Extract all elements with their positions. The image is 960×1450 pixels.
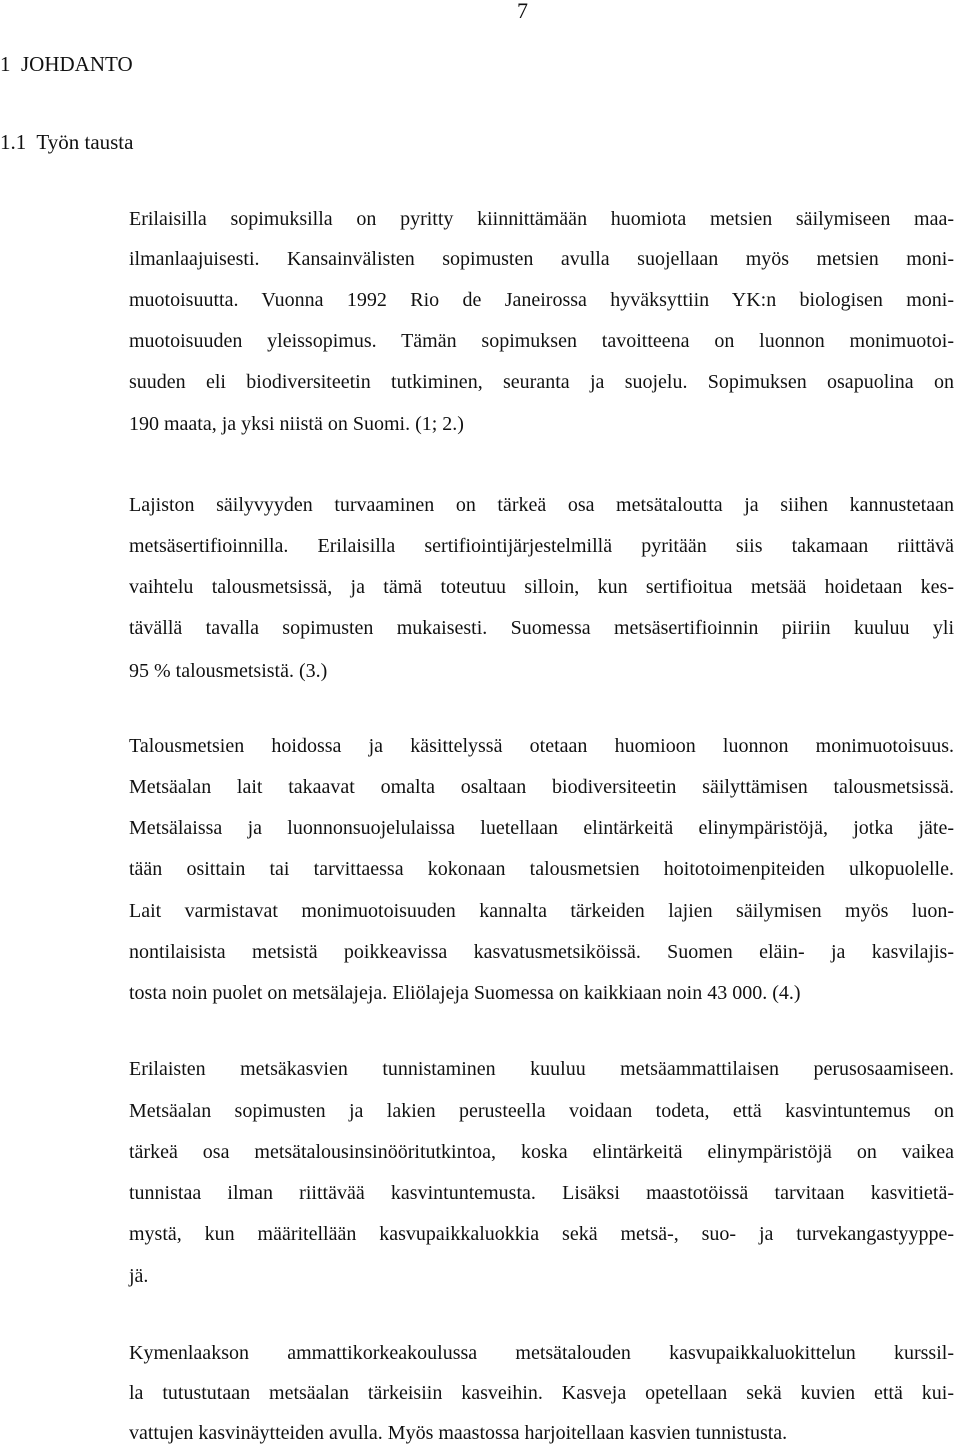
text-line: 95 % talousmetsistä. (3.) <box>129 660 328 682</box>
text-line: tään osittain tai tarvittaessa kokonaan talousmetsien hoitotoimenpiteiden ulkopuolelle. <box>129 858 954 880</box>
text-line: 190 maata, ja yksi niistä on Suomi. (1; 2.) <box>129 413 464 435</box>
section-heading: 1.1 Työn tausta <box>0 130 134 154</box>
page-number: 7 <box>517 0 528 23</box>
text-line: la tutustutaan metsäalan tärkeisiin kasveihin. Kasveja opetellaan sekä kuvien että kui- <box>129 1382 954 1404</box>
text-line: tärkeä osa metsätalousinsinööritutkintoa, koska elintärkeitä elinympäristöjä on vaikea <box>129 1141 954 1163</box>
text-line: ilmanlaajuisesti. Kansainvälisten sopimusten avulla suojellaan myös metsien moni- <box>129 248 954 270</box>
text-line: tävällä tavalla sopimusten mukaisesti. Suomessa metsäsertifioinnin piiriin kuuluu yli <box>129 617 954 639</box>
text-line: Kymenlaakson ammattikorkeakoulussa metsätalouden kasvupaikkaluokittelun kurssil- <box>129 1342 954 1364</box>
text-line: metsäsertifioinnilla. Erilaisilla sertifiointijärjestelmillä pyritään siis takamaan riittävä <box>129 535 954 557</box>
text-line: Metsäalan lait takaavat omalta osaltaan biodiversiteetin säilyttämisen talousmetsissä. <box>129 776 954 798</box>
text-line: Metsäalan sopimusten ja lakien perusteella voidaan todeta, että kasvintuntemus on <box>129 1100 954 1122</box>
text-line: nontilaisista metsistä poikkeavissa kasvatusmetsiköissä. Suomen eläin- ja kasvilajis- <box>129 941 954 963</box>
text-line: muotoisuuden yleissopimus. Tämän sopimuksen tavoitteena on luonnon monimuotoi- <box>129 330 954 352</box>
text-line: tosta noin puolet on metsälajeja. Eliölajeja Suomessa on kaikkiaan noin 43 000. (4.) <box>129 982 801 1004</box>
text-line: Metsälaissa ja luonnonsuojelulaissa luetellaan elintärkeitä elinympäristöjä, jotka jäte- <box>129 817 954 839</box>
text-line: vattujen kasvinäytteiden avulla. Myös maastossa harjoitellaan kasvien tunnistusta. <box>129 1422 788 1444</box>
text-line: suuden eli biodiversiteetin tutkiminen, seuranta ja suojelu. Sopimuksen osapuolina on <box>129 371 954 393</box>
text-line: Lajiston säilyvyyden turvaaminen on tärkeä osa metsätaloutta ja siihen kannustetaan <box>129 494 954 516</box>
text-line: jä. <box>129 1265 149 1287</box>
text-line: Talousmetsien hoidossa ja käsittelyssä otetaan huomioon luonnon monimuotoisuus. <box>129 735 954 757</box>
chapter-heading: 1 JOHDANTO <box>0 52 133 76</box>
text-line: muotoisuutta. Vuonna 1992 Rio de Janeirossa hyväksyttiin YK:n biologisen moni- <box>129 289 954 311</box>
text-line: Erilaisten metsäkasvien tunnistaminen kuuluu metsäammattilaisen perusosaamiseen. <box>129 1058 954 1080</box>
text-line: vaihtelu talousmetsissä, ja tämä toteutuu silloin, kun sertifioitua metsää hoidetaan kes- <box>129 576 954 598</box>
text-line: tunnistaa ilman riittävää kasvintuntemusta. Lisäksi maastotöissä tarvitaan kasvitietä- <box>129 1182 954 1204</box>
text-line: mystä, kun määritellään kasvupaikkaluokkia sekä metsä-, suo- ja turvekangastyyppe- <box>129 1223 954 1245</box>
text-line: Lait varmistavat monimuotoisuuden kannalta tärkeiden lajien säilymisen myös luon- <box>129 900 954 922</box>
text-line: Erilaisilla sopimuksilla on pyritty kiinnittämään huomiota metsien säilymiseen maa- <box>129 208 954 230</box>
